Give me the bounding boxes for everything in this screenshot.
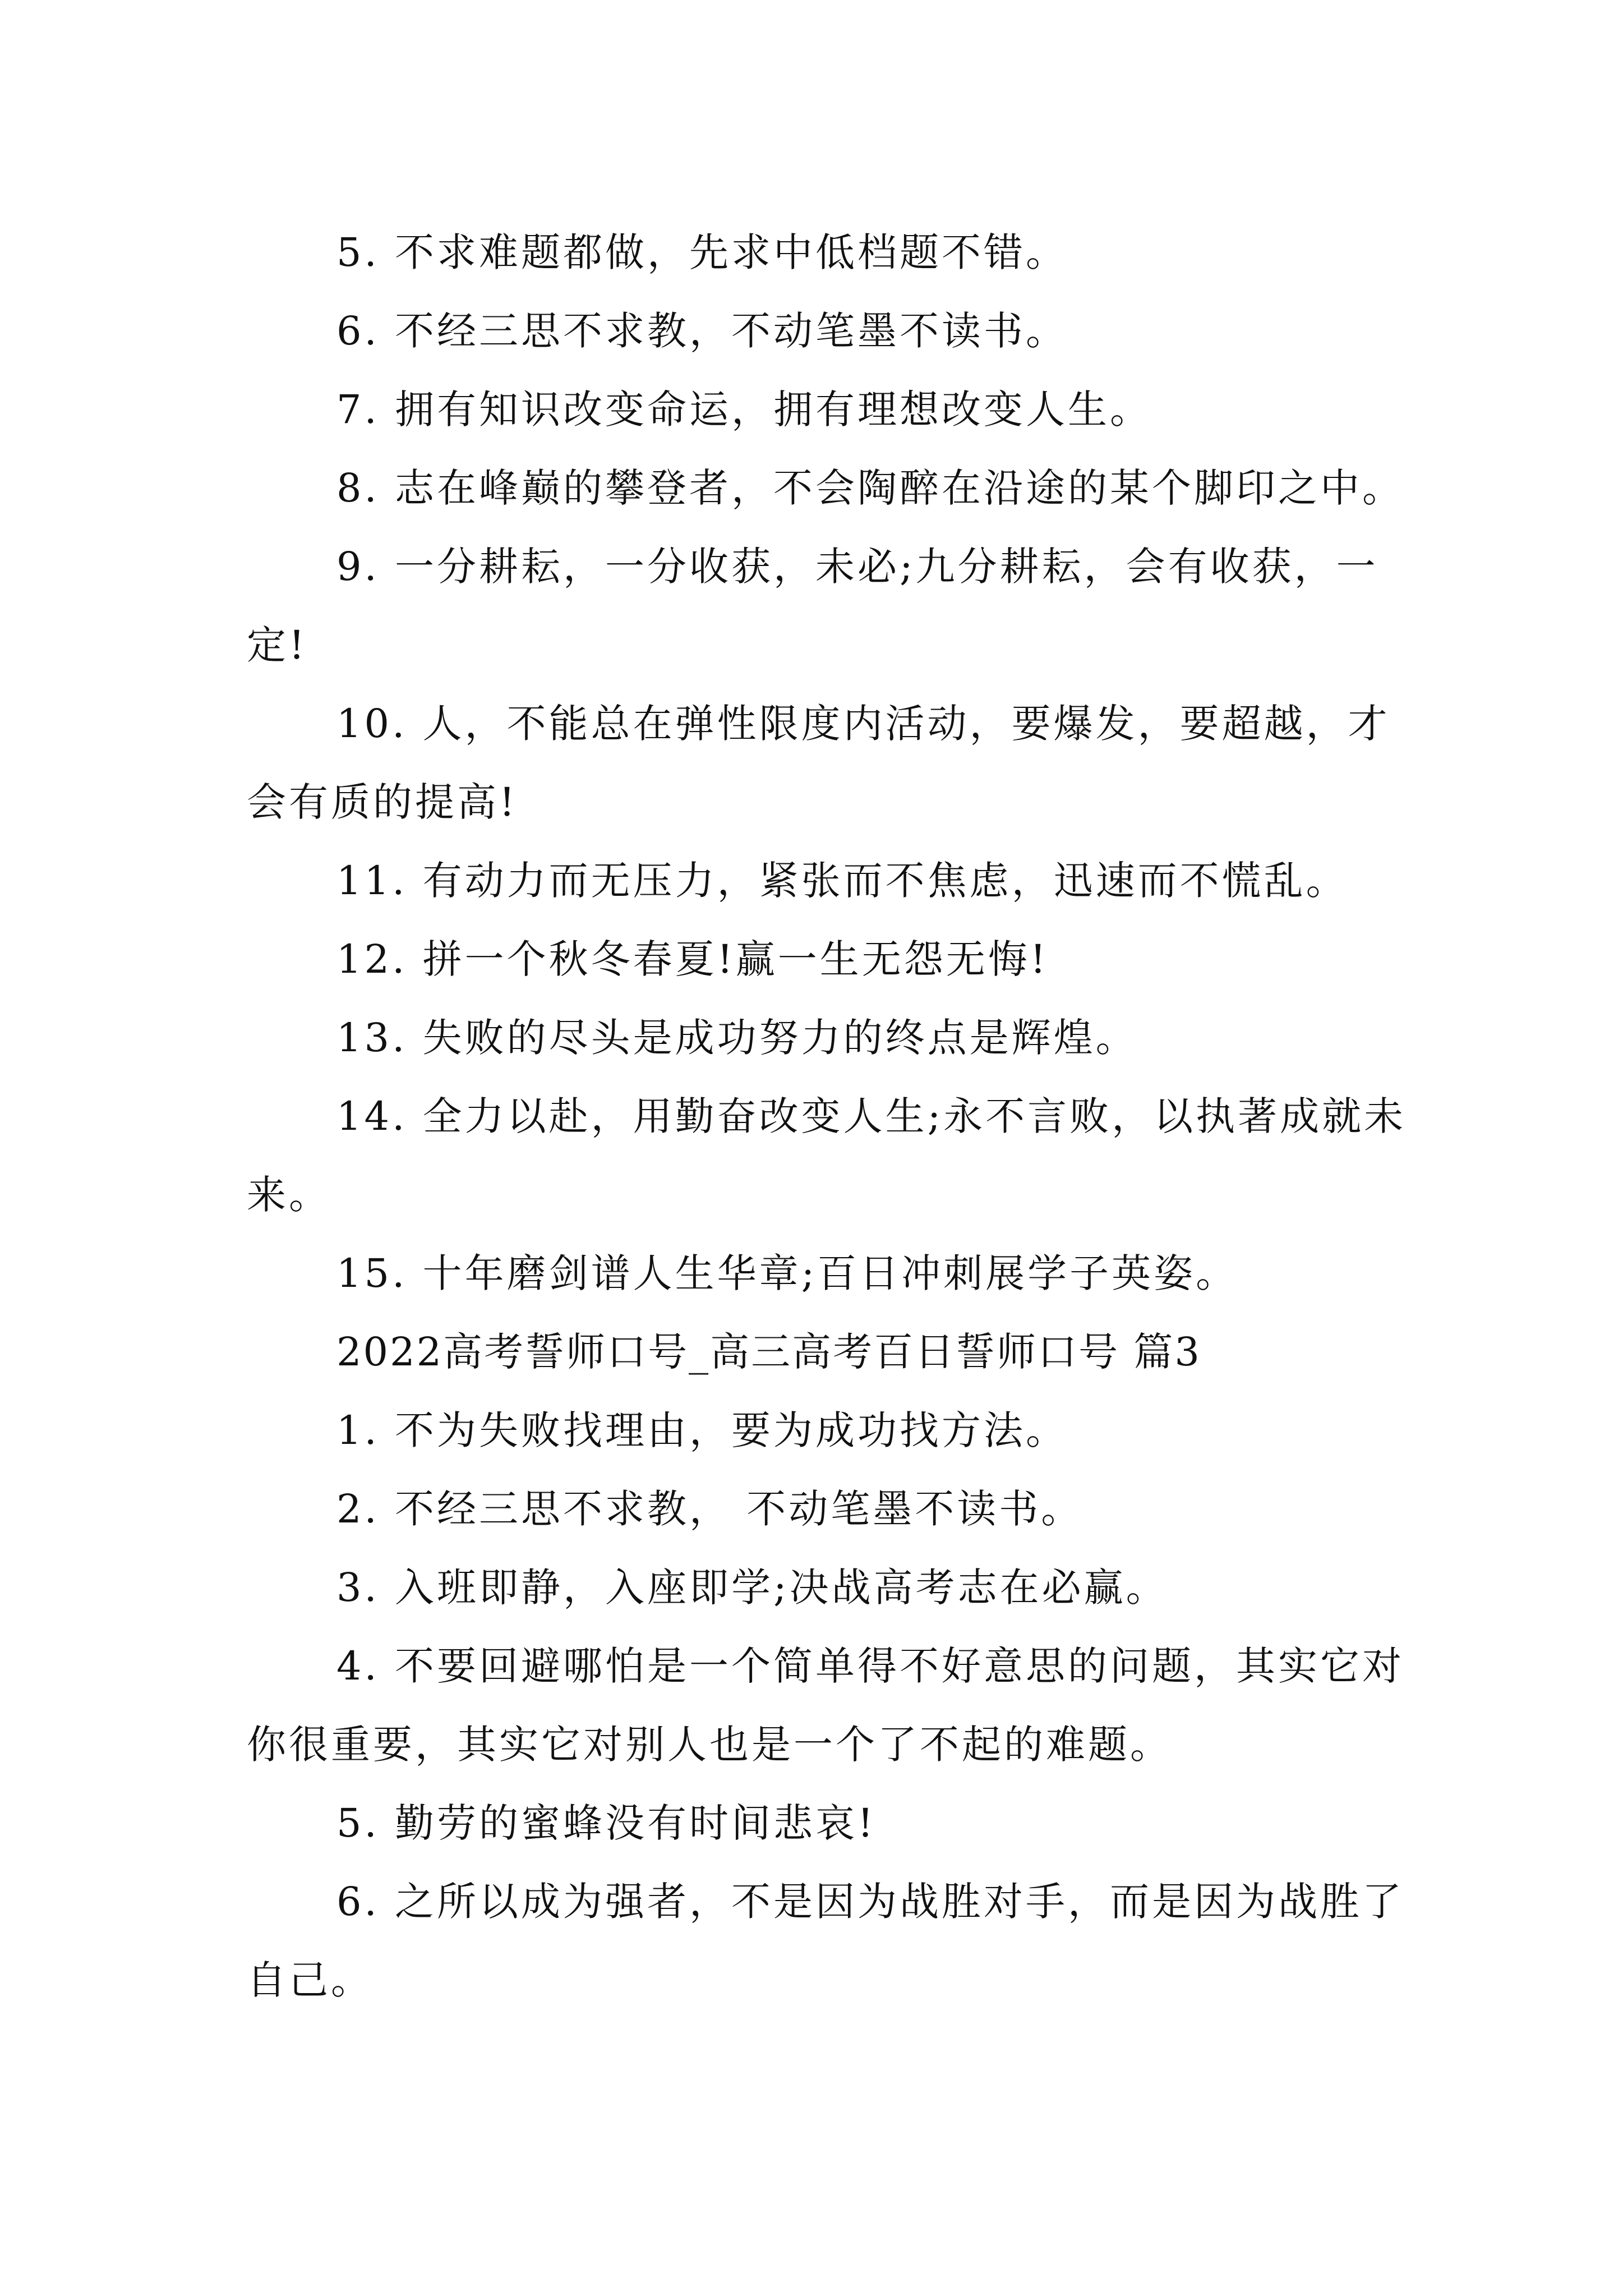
slogan-item: 4. 不要回避哪怕是一个简单得不好意思的问题，其实它对你很重要，其实它对别人也是一个了不起的难题。	[247, 1643, 1405, 1768]
slogan-item: 5. 不求难题都做，先求中低档题不错。	[336, 229, 1068, 275]
slogan-item: 12. 拼一个秋冬春夏!赢一生无怨无悔!	[336, 936, 1049, 982]
slogan-item: 2. 不经三思不求教， 不动笔墨不读书。	[336, 1486, 1083, 1532]
slogan-item: 7. 拥有知识改变命运，拥有理想改变人生。	[336, 386, 1152, 432]
slogan-item: 3. 入班即静，入座即学;决战高考志在必赢。	[336, 1565, 1168, 1611]
slogan-item: 13. 失败的尽头是成功努力的终点是辉煌。	[336, 1015, 1138, 1061]
document-body	[247, 213, 1430, 2019]
slogan-item: 10. 人，不能总在弹性限度内活动，要爆发，要超越，才会有质的提高!	[247, 701, 1390, 825]
slogan-item: 11. 有动力而无压力，紧张而不焦虑，迅速而不慌乱。	[336, 858, 1348, 904]
slogan-item: 1. 不为失败找理由，要为成功找方法。	[336, 1407, 1068, 1453]
slogan-item: 9. 一分耕耘，一分收获，未必;九分耕耘，会有收获，一定!	[247, 544, 1378, 668]
slogan-item: 6. 之所以成为强者，不是因为战胜对手，而是因为战胜了自己。	[247, 1879, 1405, 2003]
slogan-item: 8. 志在峰巅的攀登者，不会陶醉在沿途的某个脚印之中。	[336, 465, 1405, 511]
slogan-item: 5. 勤劳的蜜蜂没有时间悲哀!	[336, 1800, 877, 1846]
slogan-item: 15. 十年磨剑谱人生华章;百日冲刺展学子英姿。	[336, 1250, 1238, 1296]
slogan-item: 14. 全力以赴，用勤奋改变人生;永不言败，以执著成就未来。	[247, 1093, 1407, 1218]
slogan-item: 6. 不经三思不求教，不动笔墨不读书。	[336, 308, 1068, 354]
section-heading: 2022高考誓师口号_高三高考百日誓师口号 篇3	[336, 1329, 1201, 1375]
